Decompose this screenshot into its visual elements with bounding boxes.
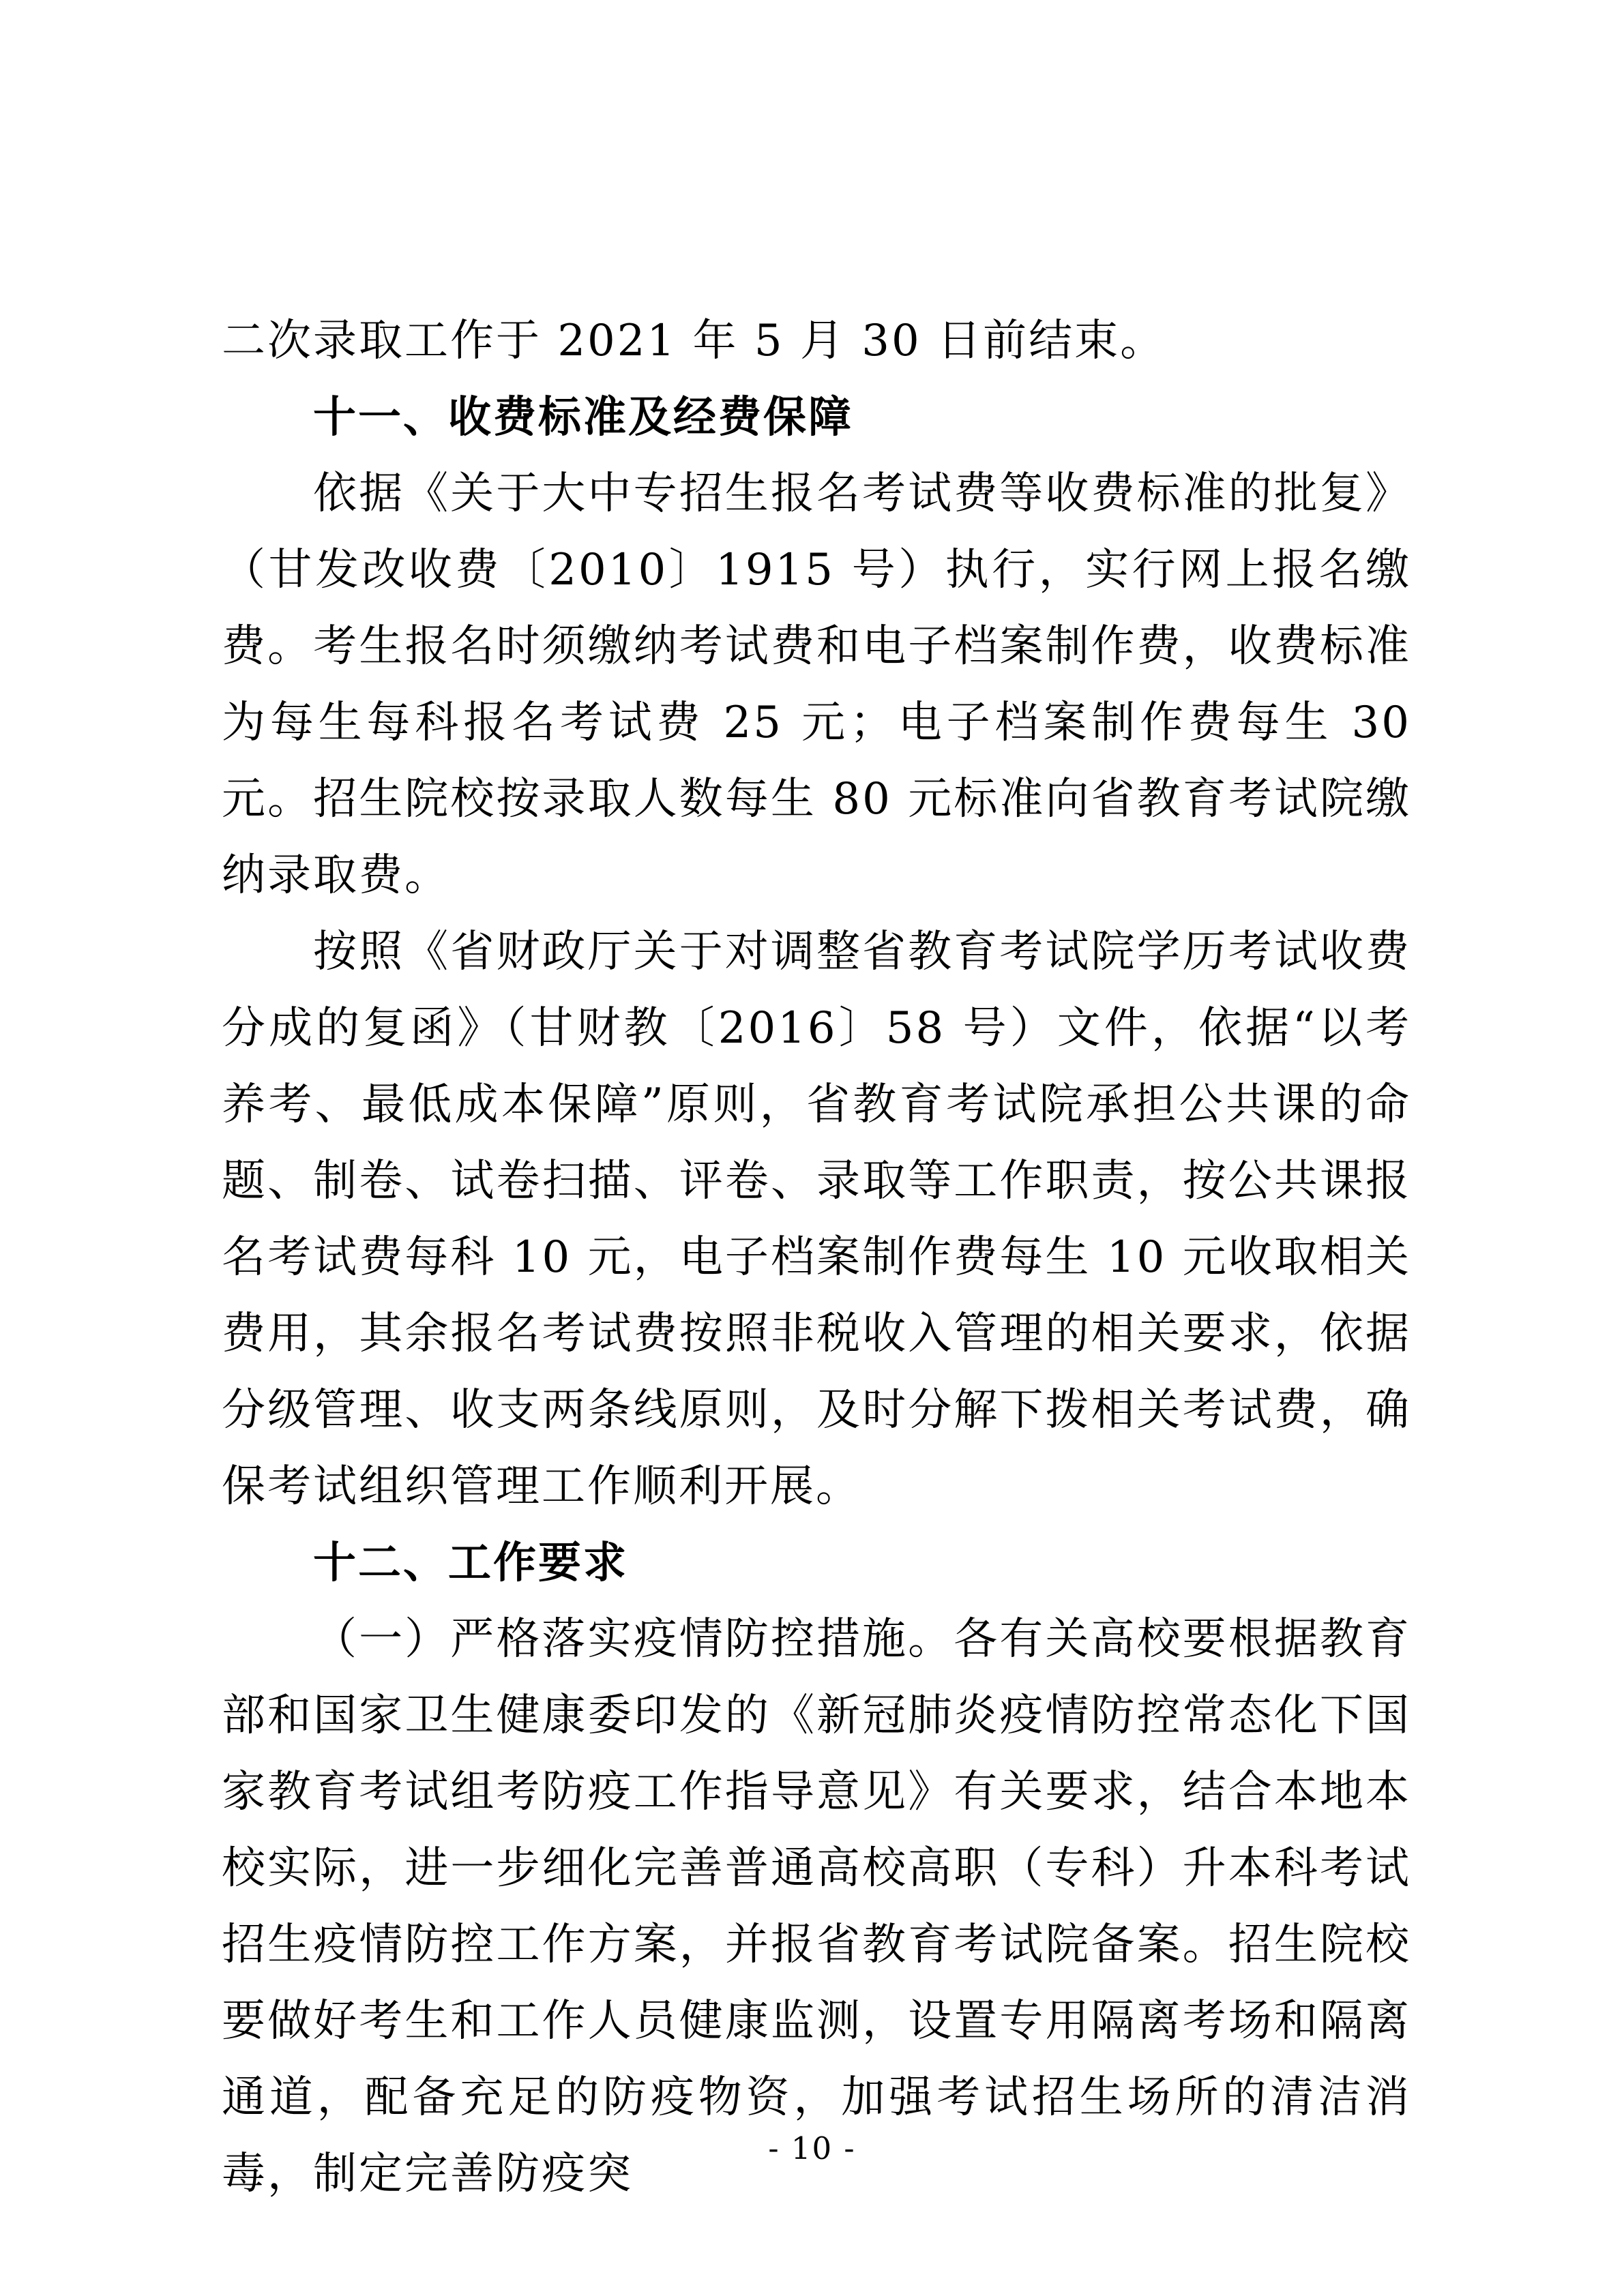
paragraph-fee-standards: 依据《关于大中专招生报名考试费等收费标准的批复》（甘发改收费〔2010〕1915 号）执行，实行网上报名缴费。考生报名时须缴纳考试费和电子档案制作费，收费标准为每生每科报名考试费 25 元；电子档案制作费每生 30 元。招生院校按录取人数每生 80 元标准向省教育考试院缴纳录取费。 [222, 468, 1411, 901]
paragraph-epidemic-prevention: （一）严格落实疫情防控措施。各有关高校要根据教育部和国家卫生健康委印发的《新冠肺炎疫情防控常态化下国家教育考试组考防疫工作指导意见》有关要求，结合本地本校实际，进一步细化完善普通高校高职（专科）升本科考试招生疫情防控工作方案，并报省教育考试院备案。招生院校要做好考生和工作人员健康监测，设置专用隔离考场和隔离通道，配备充足的防疫物资，加强考试招生场所的清洁消毒，制定完善防疫突 [222, 1614, 1411, 2199]
section-heading-fees: 十一、收费标准及经费保障 [313, 392, 853, 442]
document-content [222, 303, 1411, 2212]
paragraph-admission-deadline: 二次录取工作于 2021 年 5 月 30 日前结束。 [222, 316, 1166, 366]
page-footer [0, 2132, 1624, 2166]
page-number: - 10 - [768, 2130, 856, 2166]
section-heading-work-requirements: 十二、工作要求 [313, 1538, 628, 1587]
paragraph-fee-allocation: 按照《省财政厅关于对调整省教育考试院学历考试收费分成的复函》（甘财教〔2016〕58 号）文件，依据“以考养考、最低成本保障”原则，省教育考试院承担公共课的命题、制卷、试卷扫描、评卷、录取等工作职责，按公共课报名考试费每科 10 元，电子档案制作费每生 10 元收取相关费用，其余报名考试费按照非税收入管理的相关要求，依据分级管理、收支两条线原则，及时分解下拨相关考试费，确保考试组织管理工作顺利开展。 [222, 927, 1411, 1512]
